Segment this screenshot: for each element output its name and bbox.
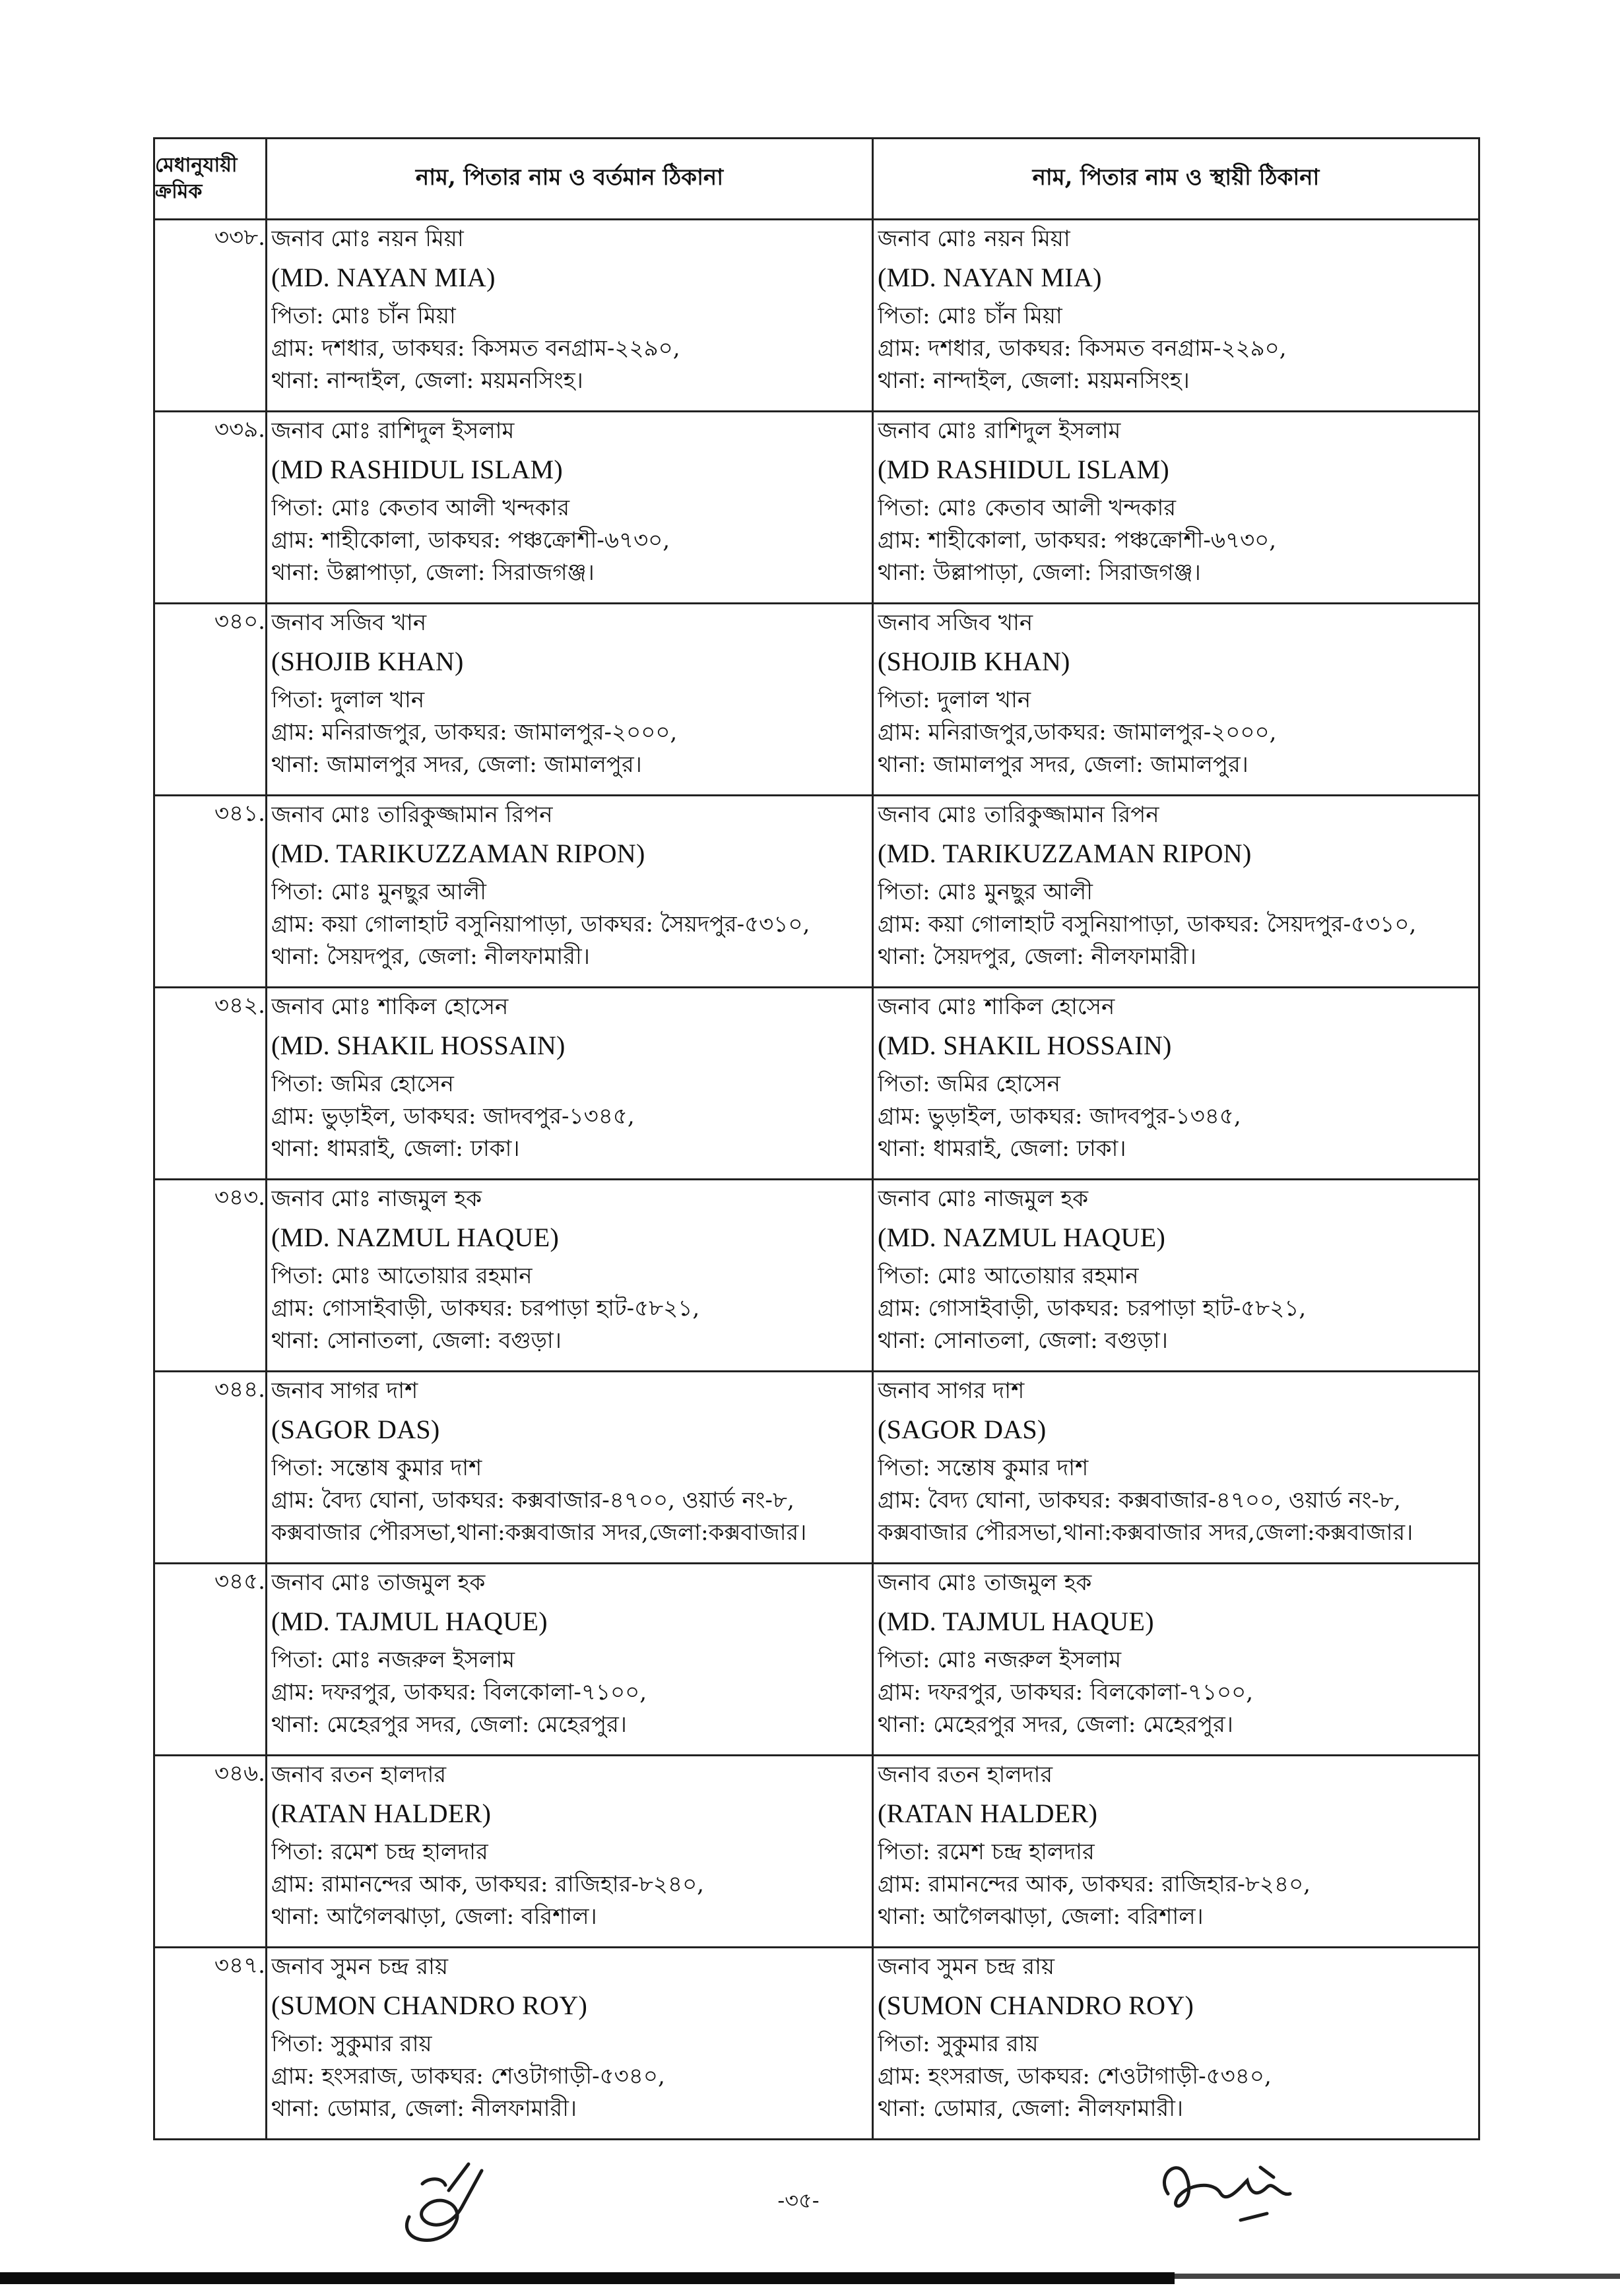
thana-district: কক্সবাজার পৌরসভা,থানা:কক্সবাজার সদর,জেলা:কক্সবাজার। [271, 1519, 807, 1546]
village-post-office: গ্রাম: কয়া গোলাহাট বসুনিয়াপাড়া, ডাকঘর: সৈয়দপুর-৫৩১০, [878, 911, 1417, 938]
applicant-name-en: (MD. NAZMUL HAQUE) [271, 1223, 560, 1252]
thana-district: কক্সবাজার পৌরসভা,থানা:কক্সবাজার সদর,জেলা:কক্সবাজার। [878, 1519, 1413, 1546]
permanent-address-cell [873, 1756, 1479, 1948]
table-row [154, 1948, 1479, 2140]
table-row [154, 988, 1479, 1180]
applicant-name-bn: জনাব মোঃ তাজমুল হক [878, 1570, 1092, 1596]
village-post-office: গ্রাম: রামানন্দের আক, ডাকঘর: রাজিহার-৮২৪০, [271, 1871, 704, 1897]
serial-number: ৩৪৭. [154, 1948, 267, 2140]
father-name: পিতা: মোঃ কেতাব আলী খন্দকার [878, 495, 1177, 521]
serial-number: ৩৪৫. [154, 1564, 267, 1756]
thana-district: থানা: সৈয়দপুর, জেলা: নীলফামারী। [878, 943, 1196, 970]
village-post-office: গ্রাম: মনিরাজপুর,ডাকঘর: জামালপুর-২০০০, [878, 719, 1277, 746]
table-row [154, 1756, 1479, 1948]
present-address-cell [267, 1564, 873, 1756]
thana-district: থানা: সোনাতলা, জেলা: বগুড়া। [878, 1327, 1168, 1354]
applicant-name-en: (MD. TAJMUL HAQUE) [271, 1607, 548, 1636]
applicant-name-bn: জনাব মোঃ নয়ন মিয়া [878, 226, 1070, 252]
village-post-office: গ্রাম: কয়া গোলাহাট বসুনিয়াপাড়া, ডাকঘর: সৈয়দপুর-৫৩১০, [271, 911, 810, 938]
applicant-name-en: (MD. SHAKIL HOSSAIN) [878, 1031, 1172, 1060]
village-post-office: গ্রাম: দশধার, ডাকঘর: কিসমত বনগ্রাম-২২৯০, [271, 335, 680, 362]
footer-rule-thin [1175, 2274, 1620, 2279]
applicant-name-en: (SAGOR DAS) [271, 1415, 440, 1444]
serial-number: ৩৩৯. [154, 412, 267, 604]
village-post-office: গ্রাম: শাহীকোলা, ডাকঘর: পঞ্চক্রোশী-৬৭৩০, [878, 527, 1277, 554]
father-name: পিতা: সুকুমার রায় [878, 2031, 1039, 2057]
table-row [154, 1564, 1479, 1756]
applicant-name-bn: জনাব মোঃ তাজমুল হক [271, 1570, 486, 1596]
father-name: পিতা: মোঃ মুনছুর আলী [878, 879, 1093, 905]
permanent-address-cell [873, 988, 1479, 1180]
thana-district: থানা: ডোমার, জেলা: নীলফামারী। [271, 2095, 577, 2122]
permanent-address-cell [873, 220, 1479, 412]
village-post-office: গ্রাম: রামানন্দের আক, ডাকঘর: রাজিহার-৮২৪০, [878, 1871, 1311, 1897]
table-row [154, 220, 1479, 412]
village-post-office: গ্রাম: দফরপুর, ডাকঘর: বিলকোলা-৭১০০, [271, 1679, 647, 1706]
applicant-name-en: (MD. NAYAN MIA) [271, 263, 496, 292]
father-name: পিতা: মোঃ নজরুল ইসলাম [271, 1647, 515, 1673]
thana-district: থানা: ধামরাই, জেলা: ঢাকা। [271, 1135, 520, 1162]
applicant-name-en: (SUMON CHANDRO ROY) [878, 1991, 1194, 2020]
father-name: পিতা: মোঃ কেতাব আলী খন্দকার [271, 495, 570, 521]
header-permanent-address: নাম, পিতার নাম ও স্থায়ী ঠিকানা [873, 139, 1479, 220]
table-row [154, 796, 1479, 988]
serial-number: ৩৪১. [154, 796, 267, 988]
thana-district: থানা: উল্লাপাড়া, জেলা: সিরাজগঞ্জ। [271, 559, 595, 586]
table-row [154, 604, 1479, 796]
thana-district: থানা: উল্লাপাড়া, জেলা: সিরাজগঞ্জ। [878, 559, 1201, 586]
permanent-address-cell [873, 1948, 1479, 2140]
present-address-cell [267, 1372, 873, 1564]
present-address-cell [267, 1948, 873, 2140]
father-name: পিতা: সন্তোষ কুমার দাশ [878, 1455, 1089, 1481]
father-name: পিতা: মোঃ আতোয়ার রহমান [271, 1263, 533, 1289]
serial-number: ৩৪২. [154, 988, 267, 1180]
serial-number: ৩৩৮. [154, 220, 267, 412]
father-name: পিতা: রমেশ চন্দ্র হালদার [271, 1839, 488, 1865]
village-post-office: গ্রাম: ভুড়াইল, ডাকঘর: জাদবপুর-১৩৪৫, [271, 1103, 635, 1130]
applicant-name-en: (MD RASHIDUL ISLAM) [878, 455, 1169, 484]
applicant-name-bn: জনাব সজিব খান [271, 610, 427, 636]
village-post-office: গ্রাম: মনিরাজপুর, ডাকঘর: জামালপুর-২০০০, [271, 719, 678, 746]
father-name: পিতা: জমির হোসেন [878, 1071, 1060, 1097]
applicant-name-bn: জনাব মোঃ তারিকুজ্জামান রিপন [271, 802, 553, 828]
applicant-name-en: (SUMON CHANDRO ROY) [271, 1991, 588, 2020]
father-name: পিতা: মোঃ চাঁন মিয়া [271, 303, 456, 329]
present-address-cell [267, 1756, 873, 1948]
village-post-office: গ্রাম: গোসাইবাড়ী, ডাকঘর: চরপাড়া হাট-৫৮২১, [878, 1295, 1307, 1322]
father-name: পিতা: মোঃ আতোয়ার রহমান [878, 1263, 1139, 1289]
applicant-name-en: (SAGOR DAS) [878, 1415, 1047, 1444]
thana-district: থানা: জামালপুর সদর, জেলা: জামালপুর। [878, 751, 1248, 778]
applicant-name-bn: জনাব মোঃ রাশিদুল ইসলাম [878, 418, 1121, 444]
applicant-name-en: (RATAN HALDER) [878, 1799, 1098, 1828]
applicant-name-en: (MD. NAYAN MIA) [878, 263, 1102, 292]
father-name: পিতা: দুলাল খান [271, 687, 425, 713]
thana-district: থানা: নান্দাইল, জেলা: ময়মনসিংহ। [878, 367, 1190, 394]
thana-district: থানা: জামালপুর সদর, জেলা: জামালপুর। [271, 751, 642, 778]
permanent-address-cell [873, 412, 1479, 604]
applicant-name-bn: জনাব সাগর দাশ [271, 1378, 418, 1404]
permanent-address-cell [873, 1564, 1479, 1756]
applicant-name-en: (SHOJIB KHAN) [878, 647, 1070, 676]
applicant-name-en: (MD. TAJMUL HAQUE) [878, 1607, 1154, 1636]
serial-number: ৩৪০. [154, 604, 267, 796]
applicant-name-bn: জনাব মোঃ শাকিল হোসেন [271, 994, 509, 1020]
applicant-name-bn: জনাব মোঃ নাজমুল হক [878, 1186, 1089, 1212]
header-serial: মেধানুযায়ী ক্রমিক [154, 139, 267, 220]
applicant-name-bn: জনাব মোঃ রাশিদুল ইসলাম [271, 418, 515, 444]
father-name: পিতা: মোঃ চাঁন মিয়া [878, 303, 1062, 329]
table-row [154, 412, 1479, 604]
applicant-name-en: (MD. NAZMUL HAQUE) [878, 1223, 1166, 1252]
applicant-name-en: (MD. TARIKUZZAMAN RIPON) [271, 839, 645, 868]
thana-district: থানা: মেহেরপুর সদর, জেলা: মেহেরপুর। [878, 1711, 1233, 1738]
table-header-row [154, 139, 1479, 220]
permanent-address-cell [873, 604, 1479, 796]
thana-district: থানা: আগৈলঝাড়া, জেলা: বরিশাল। [271, 1903, 597, 1930]
page-number: -৩৫- [777, 2188, 820, 2213]
village-post-office: গ্রাম: দফরপুর, ডাকঘর: বিলকোলা-৭১০০, [878, 1679, 1254, 1706]
applicant-name-en: (MD. TARIKUZZAMAN RIPON) [878, 839, 1252, 868]
father-name: পিতা: জমির হোসেন [271, 1071, 454, 1097]
signature-right [1142, 2141, 1313, 2240]
thana-district: থানা: নান্দাইল, জেলা: ময়মনসিংহ। [271, 367, 583, 394]
thana-district: থানা: সৈয়দপুর, জেলা: নীলফামারী। [271, 943, 590, 970]
father-name: পিতা: সন্তোষ কুমার দাশ [271, 1455, 482, 1481]
father-name: পিতা: রমেশ চন্দ্র হালদার [878, 1839, 1095, 1865]
thana-district: থানা: ধামরাই, জেলা: ঢাকা। [878, 1135, 1126, 1162]
permanent-address-cell [873, 1372, 1479, 1564]
signature-left [383, 2144, 515, 2256]
applicant-name-bn: জনাব রতন হালদার [271, 1762, 447, 1788]
village-post-office: গ্রাম: শাহীকোলা, ডাকঘর: পঞ্চক্রোশী-৬৭৩০, [271, 527, 670, 554]
merit-list-table [153, 137, 1480, 2140]
thana-district: থানা: সোনাতলা, জেলা: বগুড়া। [271, 1327, 562, 1354]
father-name: পিতা: মোঃ মুনছুর আলী [271, 879, 486, 905]
village-post-office: গ্রাম: ভুড়াইল, ডাকঘর: জাদবপুর-১৩৪৫, [878, 1103, 1241, 1130]
applicant-name-bn: জনাব সাগর দাশ [878, 1378, 1025, 1404]
table-row [154, 1372, 1479, 1564]
village-post-office: গ্রাম: বৈদ্য ঘোনা, ডাকঘর: কক্সবাজার-৪৭০০, ওয়ার্ড নং-৮, [271, 1487, 794, 1514]
village-post-office: গ্রাম: হংসরাজ, ডাকঘর: শেওটাগাড়ী-৫৩৪০, [271, 2063, 665, 2089]
thana-district: থানা: মেহেরপুর সদর, জেলা: মেহেরপুর। [271, 1711, 627, 1738]
village-post-office: গ্রাম: দশধার, ডাকঘর: কিসমত বনগ্রাম-২২৯০, [878, 335, 1287, 362]
table-row [154, 1180, 1479, 1372]
serial-number: ৩৪৬. [154, 1756, 267, 1948]
applicant-name-bn: জনাব সুমন চন্দ্র রায় [878, 1954, 1054, 1980]
village-post-office: গ্রাম: গোসাইবাড়ী, ডাকঘর: চরপাড়া হাট-৫৮২১, [271, 1295, 700, 1322]
village-post-office: গ্রাম: বৈদ্য ঘোনা, ডাকঘর: কক্সবাজার-৪৭০০, ওয়ার্ড নং-৮, [878, 1487, 1401, 1514]
present-address-cell [267, 412, 873, 604]
father-name: পিতা: দুলাল খান [878, 687, 1031, 713]
footer-rule [0, 2272, 1175, 2284]
applicant-name-bn: জনাব মোঃ তারিকুজ্জামান রিপন [878, 802, 1159, 828]
applicant-name-en: (MD. SHAKIL HOSSAIN) [271, 1031, 566, 1060]
thana-district: থানা: আগৈলঝাড়া, জেলা: বরিশাল। [878, 1903, 1204, 1930]
header-present-address: নাম, পিতার নাম ও বর্তমান ঠিকানা [267, 139, 873, 220]
present-address-cell [267, 796, 873, 988]
father-name: পিতা: সুকুমার রায় [271, 2031, 432, 2057]
applicant-name-bn: জনাব মোঃ শাকিল হোসেন [878, 994, 1115, 1020]
serial-number: ৩৪৩. [154, 1180, 267, 1372]
father-name: পিতা: মোঃ নজরুল ইসলাম [878, 1647, 1122, 1673]
present-address-cell [267, 988, 873, 1180]
applicant-name-bn: জনাব রতন হালদার [878, 1762, 1053, 1788]
applicant-name-bn: জনাব মোঃ নয়ন মিয়া [271, 226, 464, 252]
applicant-name-en: (MD RASHIDUL ISLAM) [271, 455, 563, 484]
applicant-name-bn: জনাব মোঃ নাজমুল হক [271, 1186, 482, 1212]
applicant-name-bn: জনাব সুমন চন্দ্র রায় [271, 1954, 448, 1980]
village-post-office: গ্রাম: হংসরাজ, ডাকঘর: শেওটাগাড়ী-৫৩৪০, [878, 2063, 1272, 2089]
applicant-name-en: (SHOJIB KHAN) [271, 647, 464, 676]
present-address-cell [267, 1180, 873, 1372]
applicant-name-bn: জনাব সজিব খান [878, 610, 1033, 636]
present-address-cell [267, 604, 873, 796]
applicant-name-en: (RATAN HALDER) [271, 1799, 492, 1828]
permanent-address-cell [873, 1180, 1479, 1372]
serial-number: ৩৪৪. [154, 1372, 267, 1564]
present-address-cell [267, 220, 873, 412]
permanent-address-cell [873, 796, 1479, 988]
thana-district: থানা: ডোমার, জেলা: নীলফামারী। [878, 2095, 1184, 2122]
